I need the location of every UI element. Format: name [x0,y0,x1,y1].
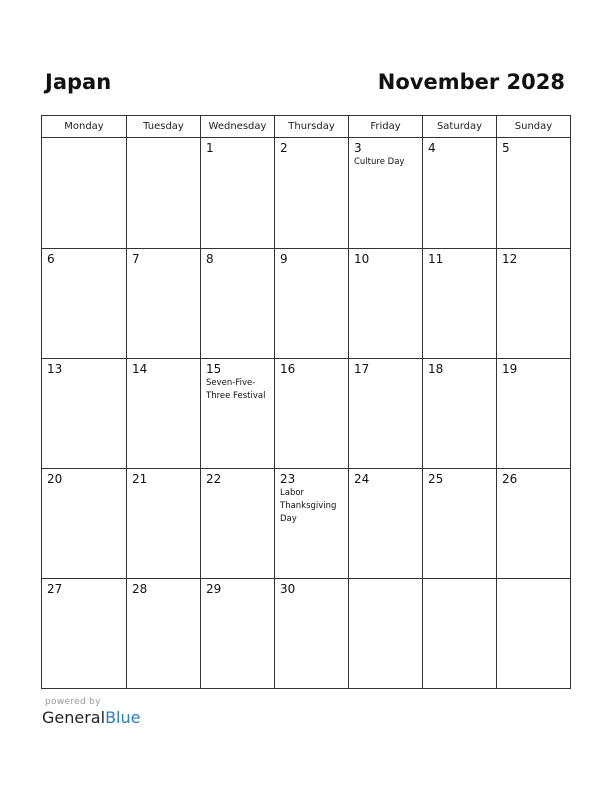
day-number: 3 [354,141,362,155]
day-cell[interactable] [349,579,423,688]
day-cell[interactable] [201,469,275,579]
day-number: 4 [428,141,436,155]
weekday-thursday: Thursday [275,116,349,137]
day-number: 12 [502,252,518,266]
day-number: 22 [206,472,222,486]
day-cell[interactable] [497,469,570,579]
day-number: 2 [280,141,288,155]
day-cell[interactable] [127,249,201,359]
day-cell[interactable] [201,359,275,469]
day-cell[interactable] [127,579,201,688]
day-cell[interactable] [127,138,201,249]
day-cell[interactable] [497,138,570,249]
day-cell[interactable] [349,249,423,359]
day-cell[interactable] [201,138,275,249]
day-cell[interactable] [275,138,349,249]
day-cell[interactable] [42,249,127,359]
weekday-tuesday: Tuesday [127,116,201,137]
generalblue-logo[interactable] [42,708,140,727]
day-cell[interactable] [127,469,201,579]
day-cell[interactable] [201,249,275,359]
powered-by-label: powered by [45,697,101,707]
day-cell[interactable] [275,359,349,469]
day-cell[interactable] [349,359,423,469]
day-number: 26 [502,472,518,486]
day-number: 15 [206,362,222,376]
day-number: 23 [280,472,296,486]
day-number: 19 [502,362,518,376]
logo-blue-text: Blue [105,708,141,727]
day-number: 9 [280,252,288,266]
day-number: 24 [354,472,370,486]
day-number: 20 [47,472,63,486]
day-cell[interactable] [42,469,127,579]
day-cell[interactable] [42,138,127,249]
holiday-label: Labor Thanksgiving Day [280,488,337,524]
day-cell[interactable] [275,469,349,579]
day-cell[interactable] [423,469,497,579]
day-number: 29 [206,582,222,596]
day-number: 21 [132,472,148,486]
day-number: 10 [354,252,370,266]
day-cell[interactable] [42,359,127,469]
logo-general-text: General [42,708,106,727]
day-cell[interactable] [497,249,570,359]
day-number: 28 [132,582,148,596]
day-number: 6 [47,252,55,266]
day-cell[interactable] [423,138,497,249]
calendar-grid [41,115,571,689]
day-cell[interactable] [497,579,570,688]
day-number: 30 [280,582,296,596]
day-cell[interactable] [349,469,423,579]
day-number: 13 [47,362,63,376]
weekday-header-row [42,116,570,138]
day-number: 5 [502,141,510,155]
day-cell[interactable] [275,249,349,359]
day-number: 27 [47,582,63,596]
weekday-monday: Monday [42,116,127,137]
day-cell[interactable] [127,359,201,469]
month-year-title: November 2028 [377,70,565,94]
day-number: 11 [428,252,444,266]
day-cell[interactable] [423,359,497,469]
country-title: Japan [45,70,112,94]
day-number: 7 [132,252,140,266]
day-cell[interactable] [423,579,497,688]
weekday-friday: Friday [349,116,423,137]
day-cell[interactable] [201,579,275,688]
day-cell[interactable] [349,138,423,249]
day-number: 16 [280,362,296,376]
weekday-saturday: Saturday [423,116,497,137]
day-number: 14 [132,362,148,376]
day-cell[interactable] [42,579,127,688]
holiday-label: Culture Day [354,157,405,167]
weekday-sunday: Sunday [514,121,553,132]
day-number: 1 [206,141,214,155]
holiday-label: Seven-Five-Three Festival [206,378,266,401]
day-cell[interactable] [497,359,570,469]
day-number: 25 [428,472,444,486]
day-number: 17 [354,362,370,376]
day-cell[interactable] [423,249,497,359]
day-number: 18 [428,362,444,376]
day-cell[interactable] [275,579,349,688]
day-number: 8 [206,252,214,266]
weekday-wednesday: Wednesday [201,116,275,137]
